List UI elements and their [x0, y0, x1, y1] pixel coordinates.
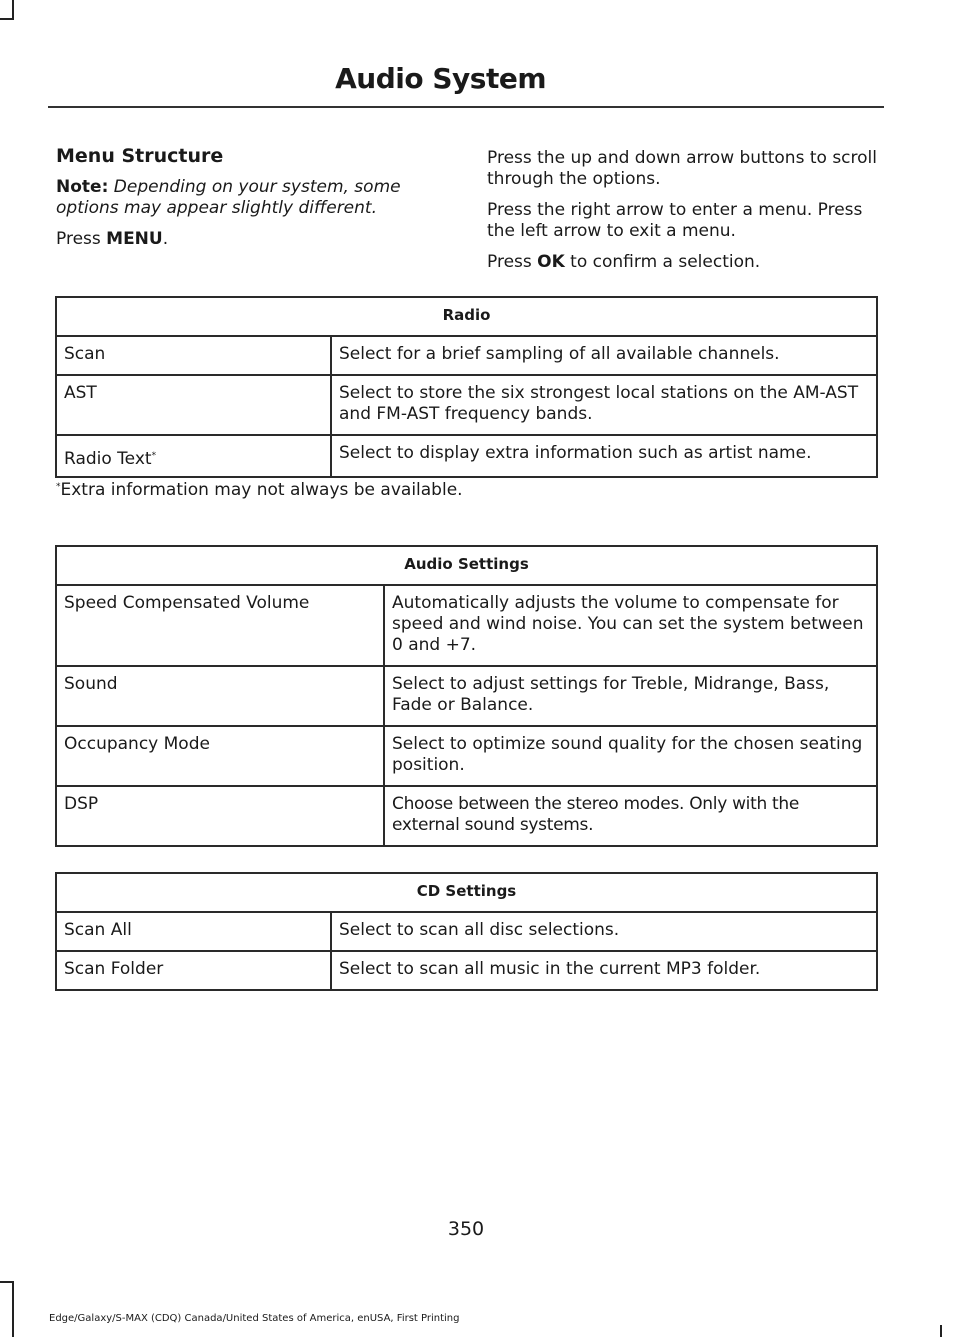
- scroll-paragraph: Press the up and down arrow buttons to scroll through the options.: [487, 148, 877, 189]
- note-paragraph: [56, 177, 436, 219]
- table-header-row: [56, 873, 877, 912]
- press-suffix: .: [162, 229, 169, 249]
- header-rule: [48, 106, 884, 108]
- crop-mark-top-left-h: [0, 18, 14, 20]
- table-row: [56, 912, 877, 951]
- page-footer: Edge/Galaxy/S-MAX (CDQ) Canada/United States of America, enUSA, First Printing: [49, 1313, 460, 1324]
- press-menu-paragraph: [56, 229, 436, 250]
- row-description: Select to scan all disc selections.: [331, 912, 877, 951]
- ok-prefix: Press: [487, 252, 538, 272]
- table-row: [56, 375, 877, 435]
- table-row: [56, 786, 877, 846]
- page-header: [0, 62, 932, 95]
- table-title: CD Settings: [56, 873, 877, 912]
- row-name: Scan All: [56, 912, 331, 951]
- table-row: [56, 585, 877, 666]
- row-name: Sound: [56, 666, 384, 726]
- table-row: [56, 435, 877, 477]
- footnote-marker: *: [56, 482, 61, 492]
- table-title: Radio: [56, 297, 877, 336]
- row-name: Scan Folder: [56, 951, 331, 990]
- row-description: Select to store the six strongest local stations on the AM-AST and FM-AST frequency bands.: [331, 375, 877, 435]
- note-label: Note:: [56, 177, 109, 197]
- crop-mark-top-left-v: [12, 0, 14, 20]
- row-description: Select for a brief sampling of all available channels.: [331, 336, 877, 375]
- table-row: [56, 666, 877, 726]
- intro-right-column: [487, 148, 887, 283]
- row-name: DSP: [56, 786, 384, 846]
- row-description: Automatically adjusts the volume to compensate for speed and wind noise. You can set the system between 0 and +7.: [384, 585, 877, 666]
- table-header-row: [56, 297, 877, 336]
- table-row: [56, 336, 877, 375]
- row-description: Select to display extra information such as artist name.: [331, 435, 877, 477]
- cd-settings-table: [55, 872, 878, 991]
- table-header-row: [56, 546, 877, 585]
- intro-left-column: [56, 146, 436, 260]
- crop-mark-bottom-left-h: [0, 1281, 14, 1283]
- row-description: Select to scan all music in the current MP3 folder.: [331, 951, 877, 990]
- press-prefix: Press: [56, 229, 107, 249]
- page-title: Audio System: [335, 62, 546, 95]
- row-name: Scan: [56, 336, 331, 375]
- radio-footnote: [56, 480, 463, 501]
- arrow-paragraph: Press the right arrow to enter a menu. Press the left arrow to exit a menu.: [487, 200, 863, 241]
- row-name: AST: [56, 375, 331, 435]
- ok-paragraph: [487, 252, 887, 273]
- note-text: Depending on your system, some options may appear slightly different.: [56, 177, 401, 218]
- crop-mark-bottom-right: [940, 1325, 942, 1337]
- row-name: Occupancy Mode: [56, 726, 384, 786]
- row-description: Choose between the stereo modes. Only with the external sound systems.: [384, 786, 877, 846]
- section-heading: Menu Structure: [56, 145, 224, 167]
- row-name: Speed Compensated Volume: [56, 585, 384, 666]
- footnote-marker: *: [151, 451, 157, 461]
- page-number: 350: [447, 1218, 485, 1240]
- row-description: Select to adjust settings for Treble, Midrange, Bass, Fade or Balance.: [384, 666, 877, 726]
- row-name-cell: [56, 435, 331, 477]
- row-description: Select to optimize sound quality for the chosen seating position.: [384, 726, 877, 786]
- table-title: Audio Settings: [56, 546, 877, 585]
- menu-key: MENU: [106, 229, 163, 249]
- radio-table: [55, 296, 878, 478]
- ok-suffix: to confirm a selection.: [564, 252, 761, 272]
- table-row: [56, 951, 877, 990]
- audio-settings-table: [55, 545, 878, 847]
- ok-key: OK: [537, 252, 565, 272]
- crop-mark-bottom-left: [12, 1281, 14, 1337]
- table-row: [56, 726, 877, 786]
- row-name: Radio Text: [64, 449, 152, 469]
- footnote-text: Extra information may not always be available.: [60, 480, 463, 500]
